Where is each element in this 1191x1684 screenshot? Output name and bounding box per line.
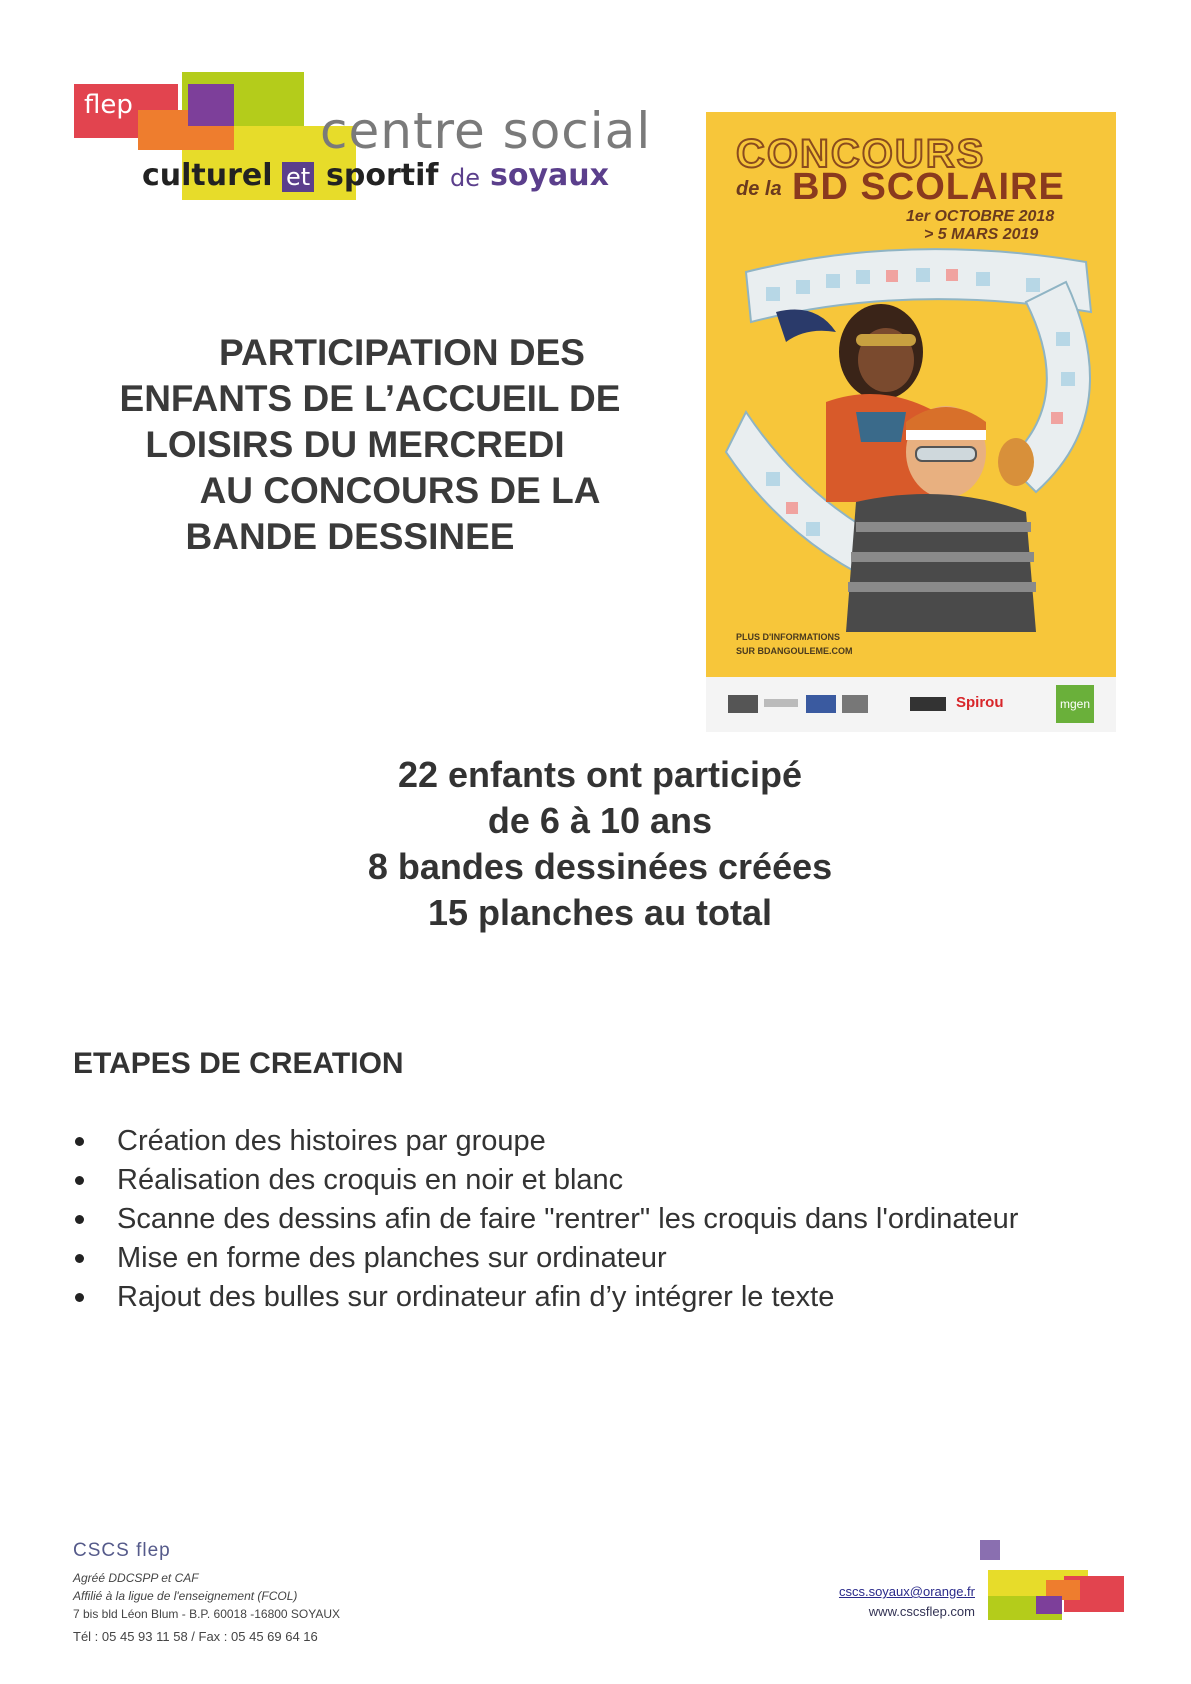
- sponsor-mgen: mgen: [1056, 685, 1094, 723]
- footer-accreditation: Agréé DDCSPP et CAF: [73, 1571, 199, 1585]
- list-item: [73, 1239, 1133, 1278]
- poster-title-de-la: de la: [736, 178, 782, 200]
- page-title: [60, 330, 680, 560]
- participation-stats: [280, 752, 920, 936]
- poster-info-line1: PLUS D'INFORMATIONS: [736, 632, 840, 642]
- footer-website: www.cscsflep.com: [868, 1604, 975, 1619]
- poster-date-end: > 5 MARS 2019: [924, 226, 1039, 243]
- logo-centre-social: centre social: [320, 102, 652, 160]
- logo-block-purple: [188, 84, 234, 126]
- list-item: [73, 1161, 1133, 1200]
- title-line: PARTICIPATION DES: [219, 332, 585, 373]
- bullet-icon: [75, 1137, 84, 1146]
- footer-logo-blocks: [980, 1540, 1130, 1620]
- sponsor-logo-4: [842, 695, 868, 713]
- bullet-icon: [75, 1254, 84, 1263]
- poster-sponsors: [706, 677, 1116, 732]
- title-line: LOISIRS DU MERCREDI: [145, 424, 565, 465]
- bullet-icon: [75, 1293, 84, 1302]
- bullet-icon: [75, 1176, 84, 1185]
- list-item: [73, 1278, 1133, 1317]
- step-text: Mise en forme des planches sur ordinateur: [117, 1242, 667, 1274]
- footer-affiliation: Affilié à la ligue de l'enseignement (FCOL): [73, 1589, 298, 1603]
- footer-org-name: CSCS flep: [73, 1540, 171, 1561]
- poster-title-concours: CONCOURS: [736, 132, 986, 176]
- footer-email-link[interactable]: cscs.soyaux@orange.fr: [838, 1584, 975, 1599]
- poster-illustration: [706, 112, 1116, 677]
- logo-et: et: [282, 162, 314, 192]
- footer-block-purple-top: [980, 1540, 1000, 1560]
- sponsor-logo-2: [764, 699, 798, 707]
- logo: [72, 70, 672, 210]
- poster-title-bd-scolaire: BD SCOLAIRE: [792, 166, 1065, 208]
- contest-poster: [706, 112, 1116, 732]
- title-line: AU CONCOURS DE LA: [199, 470, 601, 511]
- steps-heading: ETAPES DE CREATION: [73, 1047, 404, 1080]
- stat-line: 22 enfants ont participé: [397, 754, 803, 795]
- sponsor-logo-3: [806, 695, 836, 713]
- footer-block-purple: [1036, 1596, 1062, 1614]
- steps-list: [73, 1122, 1133, 1317]
- logo-culturel: culturel: [142, 158, 273, 193]
- poster-info-line2: SUR BDANGOULEME.COM: [736, 646, 853, 656]
- sponsor-logo-1: [728, 695, 758, 713]
- step-text: Création des histoires par groupe: [117, 1125, 546, 1157]
- poster-artwork: [706, 112, 1116, 677]
- list-item: [73, 1122, 1133, 1161]
- stat-line: 8 bandes dessinées créées: [367, 846, 833, 887]
- poster-date-start: 1er OCTOBRE 2018: [906, 208, 1055, 225]
- logo-sportif: sportif: [326, 158, 439, 193]
- step-text: Scanne des dessins afin de faire "rentrer" les croquis dans l'ordinateur: [117, 1203, 1019, 1235]
- title-line: BANDE DESSINEE: [185, 516, 515, 557]
- logo-soyaux: soyaux: [490, 158, 609, 193]
- title-line: ENFANTS DE L’ACCUEIL DE: [119, 378, 621, 419]
- footer-address: 7 bis bld Léon Blum - B.P. 60018 -16800 SOYAUX: [73, 1607, 341, 1621]
- stat-line: 15 planches au total: [427, 892, 773, 933]
- list-item: [73, 1200, 1133, 1239]
- logo-flep: flep: [84, 90, 133, 120]
- stat-line: de 6 à 10 ans: [487, 800, 713, 841]
- step-text: Réalisation des croquis en noir et blanc: [117, 1164, 624, 1196]
- step-text: Rajout des bulles sur ordinateur afin d’y intégrer le texte: [117, 1281, 835, 1313]
- footer-phone-fax: Tél : 05 45 93 11 58 / Fax : 05 45 69 64 16: [73, 1629, 318, 1644]
- sponsor-logo-5: [910, 697, 946, 711]
- logo-de: de: [450, 164, 480, 192]
- sponsor-spirou: Spirou: [956, 694, 1004, 711]
- bullet-icon: [75, 1215, 84, 1224]
